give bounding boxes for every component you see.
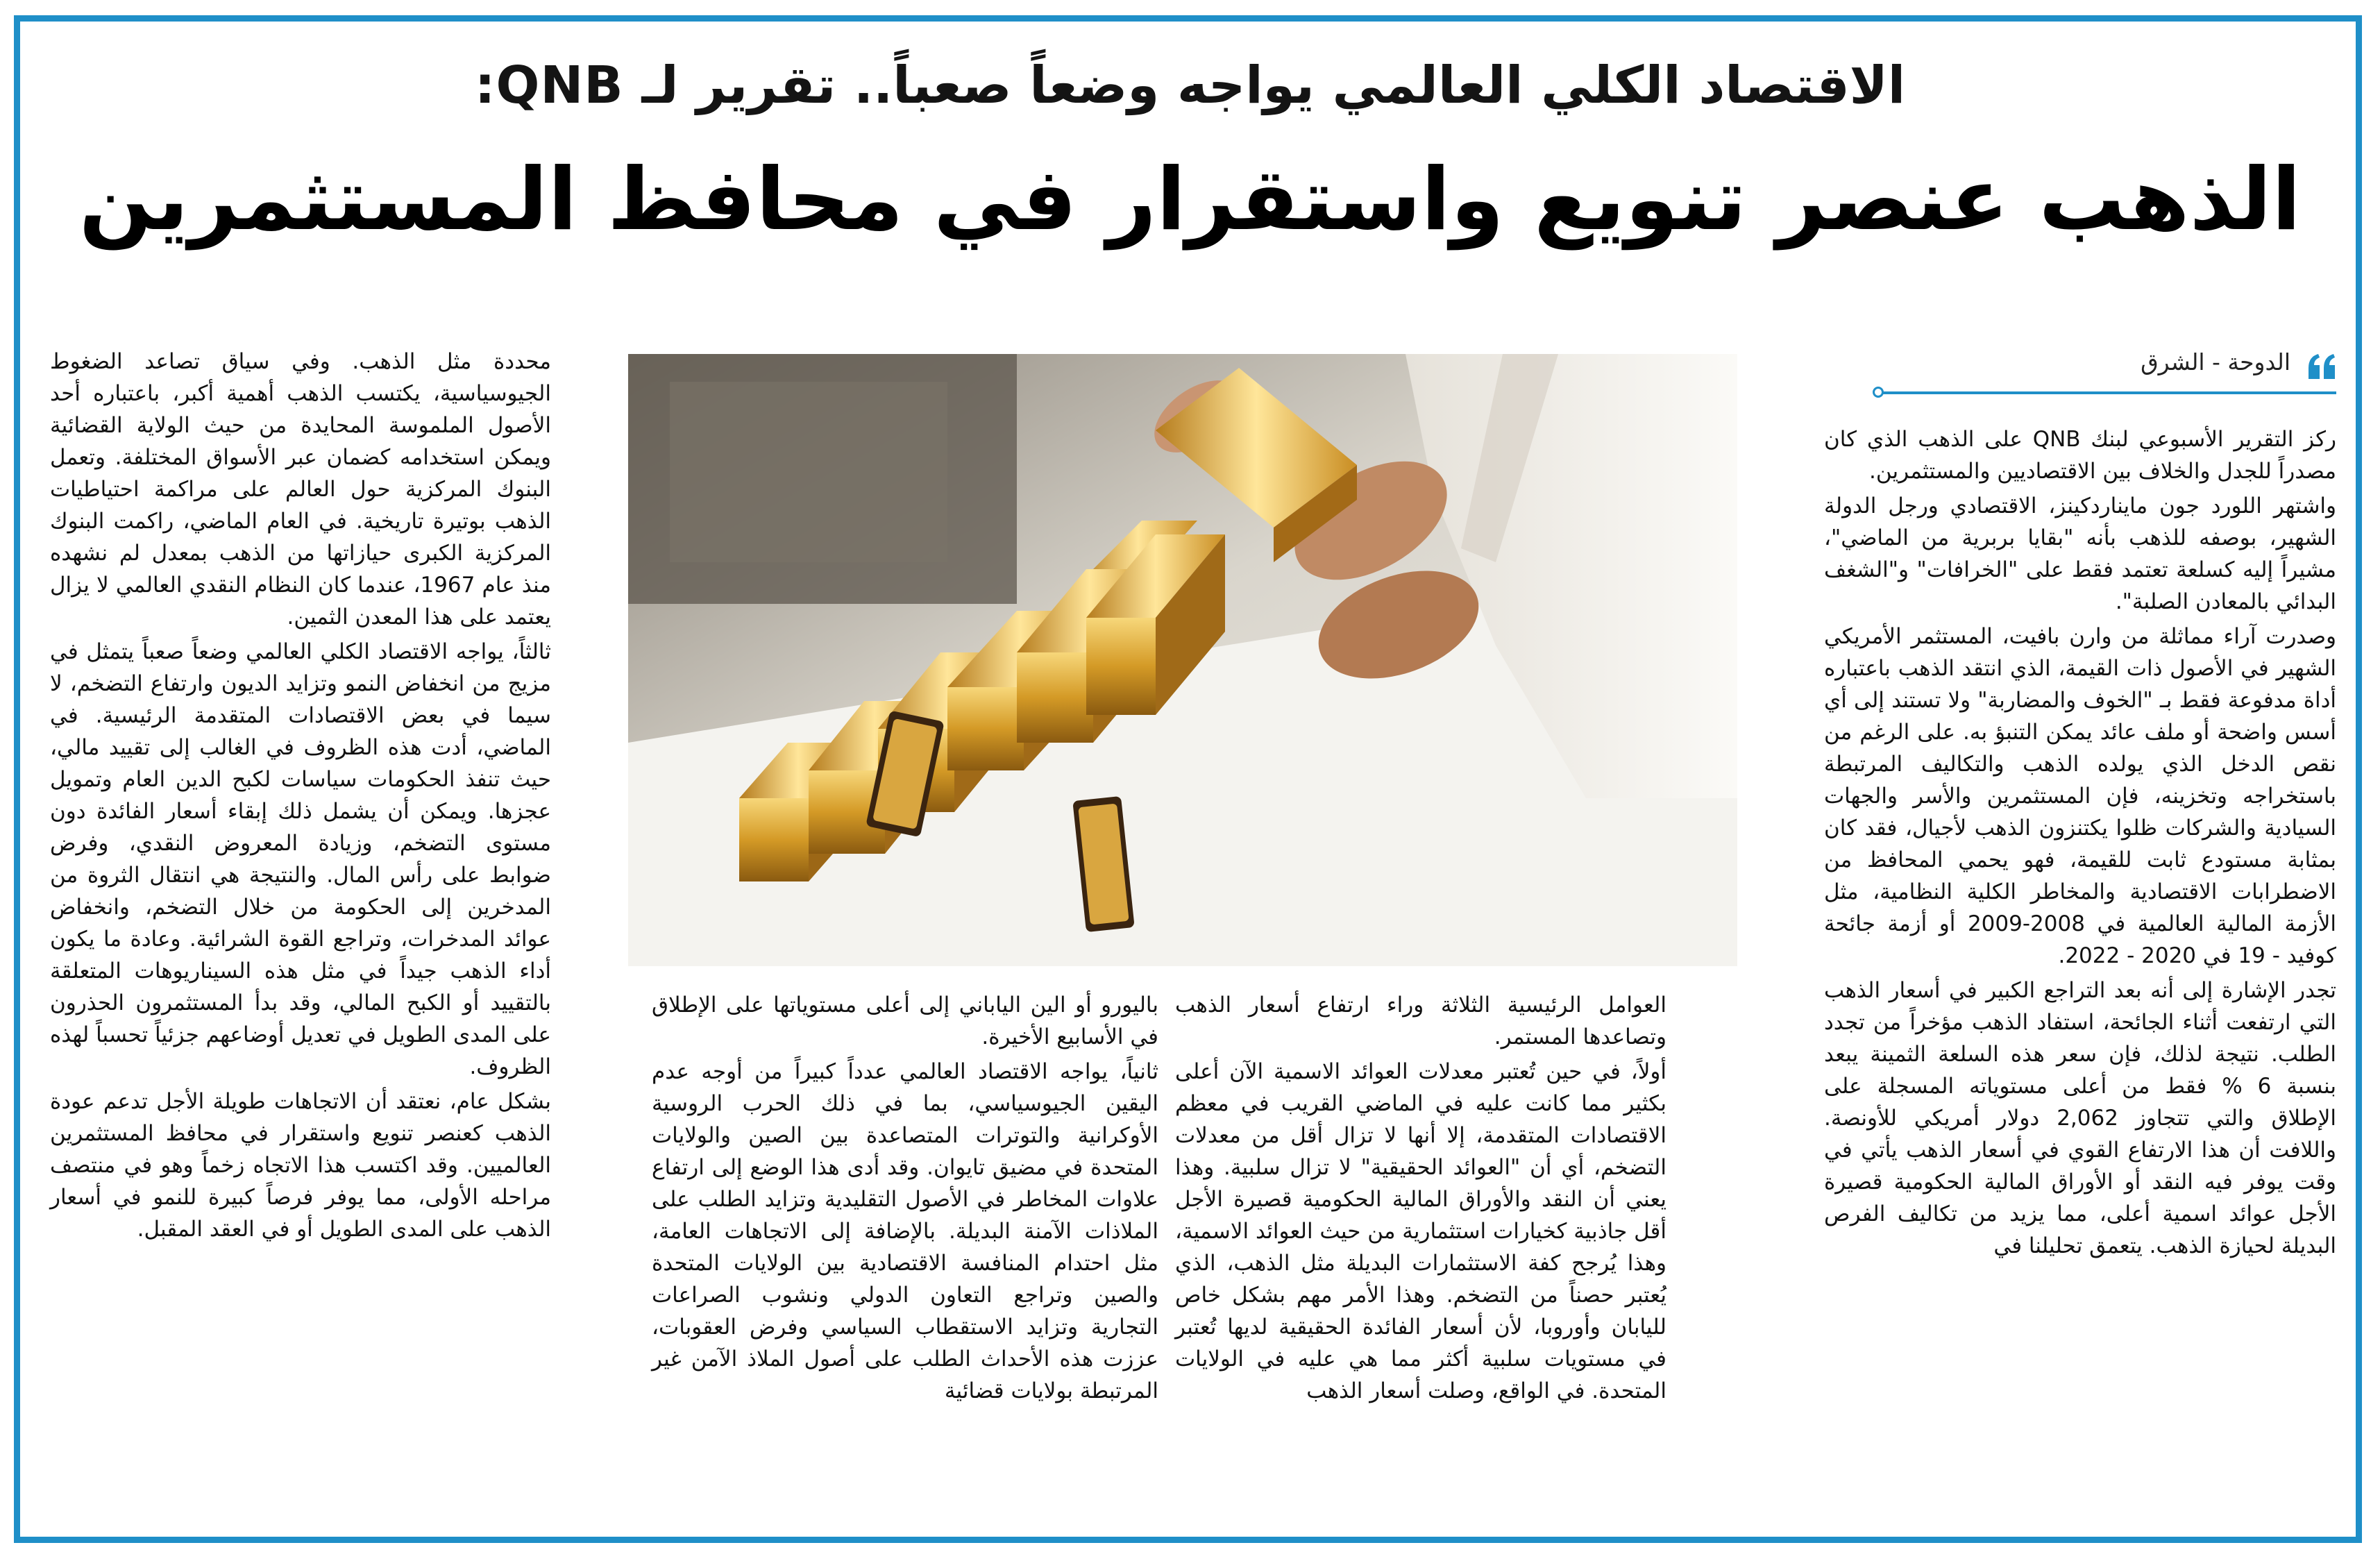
paragraph: وصدرت آراء مماثلة من وارن بافيت، المستثمر الأمريكي الشهير في الأصول ذات القيمة، الذي انتقد الذهب باعتباره أداة مدفوعة فقط بـ "الخوف والمضاربة" ولا تستند إلى أي أسس واضحة أو ملف عائد يمكن التنبؤ به. على الرغم من نقص الدخل الذي يولده الذهب والتكاليف المرتبطة باستخراجه وتخزينه، فإن المستثمرين والأسر والجهات السيادية والشركات ظلوا يكتنزون الذهب لأجيال، فقد كان بمثابة مستودع ثابت للقيمة، فهو يحمي المحافظ من الاضطرابات الاقتصادية والمخاطر الكلية النظامية، مثل الأزمة المالية العالمية في 2008-2009 أو أزمة جائحة كوفيد - 19 في 2020 - 2022. [1824, 624, 2336, 968]
paragraph: ثالثاً، يواجه الاقتصاد الكلي العالمي وضعاً صعباً يتمثل في مزيج من انخفاض النمو وتزايد الديون وارتفاع التضخم، لا سيما في بعض الاقتصادات المتقدمة الرئيسية. في الماضي، أدت هذه الظروف في الغالب إلى تقييد مالي، حيث تنفذ الحكومات سياسات لكبح الدين العام وتمويل عجزها. ويمكن أن يشمل ذلك إبقاء أسعار الفائدة دون مستوى التضخم، وزيادة المعروض النقدي، وفرض ضوابط على رأس المال. والنتيجة هي انتقال الثروة من المدخرين إلى الحكومة من خلال التضخم، وانخفاض عوائد المدخرات، وتراجع القوة الشرائية. وعادة ما يكون أداء الذهب جيداً في مثل هذه السيناريوهات المتعلقة بالتقييد أو الكبح المالي، وقد بدأ المستثمرون الحذرون على المدى الطويل في تعديل أوضاعهم جزئياً تحسباً لهذه الظروف. [50, 639, 551, 1079]
paragraph: أولاً، في حين تُعتبر معدلات العوائد الاسمية الآن أعلى بكثير مما كانت عليه في الماضي القريب في معظم الاقتصادات المتقدمة، إلا أنها لا تزال أقل من معدلات التضخم، أي أن "العوائد الحقيقية" لا تزال سلبية. وهذا يعني أن النقد والأوراق المالية الحكومية قصيرة الأجل أقل جاذبية كخيارات استثمارية من حيث العوائد الاسمية، وهذا يُرجح كفة الاستثمارات البديلة مثل الذهب، الذي يُعتبر حصناً من التضخم. وهذا الأمر مهم بشكل خاص لليابان وأوروبا، لأن أسعار الفائدة الحقيقية لديها تُعتبر في مستويات سلبية أكثر مما هي عليه في الولايات المتحدة. في الواقع، وصلت أسعار الذهب [1175, 1059, 1666, 1403]
paragraph: واشتهر اللورد جون مايناردكينز، الاقتصادي ورجل الدولة الشهير، بوصفه للذهب بأنه "بقايا بربرية من الماضي"، مشيراً إليه كسلعة تعتمد فقط على "الخرافات" و"الشغف البدائي بالمعادن الصلبة". [1824, 493, 2336, 614]
paragraph: العوامل الرئيسية الثلاثة وراء ارتفاع أسعار الذهب وتصاعدها المستمر. [1175, 993, 1666, 1049]
quote-icon [2307, 353, 2336, 380]
article-column-1 [1824, 423, 2336, 1265]
paragraph: محددة مثل الذهب. وفي سياق تصاعد الضغوط الجيوسياسية، يكتسب الذهب أهمية أكبر، باعتباره أحد الأصول الملموسة المحايدة من حيث الولاية القضائية ويمكن استخدامه كضمان عبر الأسواق المختلفة. وتعمل البنوك المركزية حول العالم على مراكمة احتياطيات الذهب بوتيرة تاريخية. في العام الماضي، راكمت البنوك المركزية الكبرى حيازاتها من الذهب بمعدل لم نشهده منذ عام 1967، عندما كان النظام النقدي العالمي لا يزال يعتمد على هذا المعدن الثمين. [50, 349, 552, 630]
byline-rule [1878, 391, 2336, 394]
headline: الذهب عنصر تنويع واستقرار في محافظ المستثمرين [78, 150, 2302, 250]
byline-rule-end [1873, 387, 1884, 398]
article-column-3 [652, 989, 1158, 1410]
paragraph: بشكل عام، نعتقد أن الاتجاهات طويلة الأجل تدعم عودة الذهب كعنصر تنويع واستقرار في محافظ المستثمرين العالميين. وقد اكتسب هذا الاتجاه زخماً وهو في منتصف مراحله الأولى، مما يوفر فرصاً كبيرة للنمو في أسعار الذهب على المدى الطويل أو في العقد المقبل. [50, 1089, 551, 1242]
paragraph: باليورو أو الين الياباني إلى أعلى مستوياتها على الإطلاق في الأسابيع الأخيرة. [652, 993, 1158, 1049]
gold-bars-photo [628, 354, 1737, 966]
article-column-2 [1175, 989, 1666, 1410]
byline: الدوحة - الشرق [2141, 348, 2290, 376]
article-column-4 [50, 346, 551, 1248]
byline-block [1823, 348, 2336, 404]
kicker: الاقتصاد الكلي العالمي يواجه وضعاً صعباً.. تقرير لـ QNB: [474, 56, 1906, 115]
paragraph: ركز التقرير الأسبوعي لبنك QNB على الذهب الذي كان مصدراً للجدل والخلاف بين الاقتصاديين والمستثمرين. [1824, 427, 2336, 484]
paragraph: ثانياً، يواجه الاقتصاد العالمي عدداً كبيراً من أوجه عدم اليقين الجيوسياسي، بما في ذلك الحرب الروسية الأوكرانية والتوترات المتصاعدة بين الصين والولايات المتحدة في مضيق تايوان. وقد أدى هذا الوضع إلى ارتفاع علاوات المخاطر في الأصول التقليدية وتزايد الطلب على الملاذات الآمنة البديلة. بالإضافة إلى الاتجاهات العامة، مثل احتدام المنافسة الاقتصادية بين الولايات المتحدة والصين وتراجع التعاون الدولي ونشوب الصراعات التجارية وتزايد الاستقطاب السياسي وفرض العقوبات، عززت هذه الأحداث الطلب على أصول الملاذ الآمن غير المرتبطة بولايات قضائية [652, 1059, 1158, 1403]
paragraph: تجدر الإشارة إلى أنه بعد التراجع الكبير في أسعار الذهب التي ارتفعت أثناء الجائحة، استفاد الذهب مؤخراً من تجدد الطلب. نتيجة لذلك، فإن سعر هذه السلعة الثمينة يبعد بنسبة 6 % فقط من أعلى مستوياته المسجلة على الإطلاق والتي تتجاوز 2,062 دولار أمريكي للأونصة. واللافت أن هذا الارتفاع القوي في أسعار الذهب يأتي في وقت يوفر فيه النقد أو الأوراق المالية الحكومية قصيرة الأجل عوائد اسمية أعلى، مما يزيد من تكاليف الفرص البديلة لحيازة الذهب. يتعمق تحليلنا في [1824, 978, 2336, 1258]
gold-bars-illustration [628, 354, 1737, 966]
